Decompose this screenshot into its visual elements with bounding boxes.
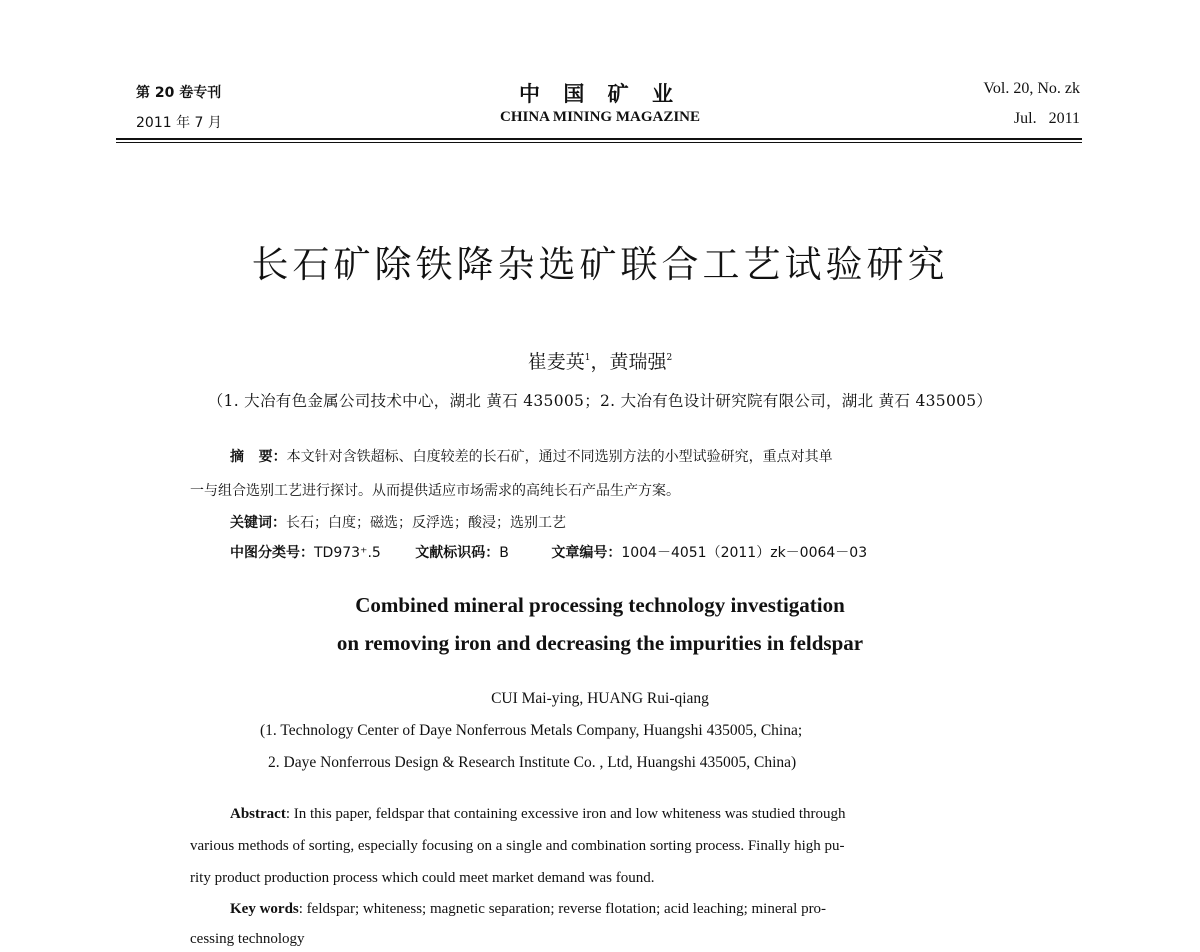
keywords-cn xyxy=(230,512,566,532)
abstract-en-label: Abstract xyxy=(230,806,286,822)
volume-issue-cn: 第 20 卷专刊 xyxy=(136,85,222,101)
keywords-cn-text: 长石；白度；磁选；反浮选；酸浸；选别工艺 xyxy=(286,515,566,531)
abstract-en-line1 xyxy=(230,806,846,823)
author-2: 黄瑞强 xyxy=(609,351,667,373)
paper-title-en-line2: on removing iron and decreasing the impurities in feldspar xyxy=(336,631,864,655)
article-no-label: 文章编号： xyxy=(551,545,622,561)
paper-title-cn: 长石矿除铁降杂选矿联合工艺试验研究 xyxy=(251,243,949,286)
authors-en: CUI Mai-ying, HUANG Rui-qiang xyxy=(491,690,709,707)
abstract-cn-label: 摘 要： xyxy=(230,449,287,465)
date-cn: 2011 年 7 月 xyxy=(136,115,222,131)
keywords-en-line2: cessing technology xyxy=(190,931,305,947)
article-no-value: 1004－4051（2011）zk－0064－03 xyxy=(621,545,868,561)
keywords-cn-label: 关键词： xyxy=(230,515,286,531)
author-2-affil: 2 xyxy=(666,353,673,363)
abstract-en-text1: : In this paper, feldspar that containing excessive iron and low whiteness was studied through xyxy=(285,806,846,822)
header-rule-thin xyxy=(116,142,1082,143)
header-rule-thick xyxy=(116,138,1082,140)
affiliation-en-line2: 2. Daye Nonferrous Design & Research Institute Co. , Ltd, Huangshi 435005, China) xyxy=(268,754,797,771)
authors-cn xyxy=(0,347,1200,374)
affiliation-cn: （1. 大冶有色金属公司技术中心，湖北 黄石 435005；2. 大冶有色设计研究院有限公司，湖北 黄石 435005） xyxy=(207,392,993,410)
journal-title-en: CHINA MINING MAGAZINE xyxy=(499,109,700,125)
author-separator: ， xyxy=(590,351,610,373)
classification-row xyxy=(230,542,867,562)
clc-label: 中图分类号： xyxy=(230,545,314,561)
abstract-cn-line1 xyxy=(230,446,833,466)
abstract-cn-line2: 一与组合选别工艺进行探讨。从而提供适应市场需求的高纯长石产品生产方案。 xyxy=(190,483,680,499)
date-en: Jul. 2011 xyxy=(1013,110,1080,127)
doc-code-label: 文献标识码： xyxy=(415,545,500,561)
abstract-cn-text1: 本文针对含铁超标、白度较差的长石矿，通过不同选别方法的小型试验研究，重点对其单 xyxy=(286,449,833,465)
abstract-en-line2: various methods of sorting, especially focusing on a single and combination sorting process. Finally high pu- xyxy=(190,838,845,854)
volume-issue-en: Vol. 20, No. zk xyxy=(983,80,1080,97)
keywords-en-text1: : feldspar; whiteness; magnetic separation; reverse flotation; acid leaching; mineral pro- xyxy=(298,901,827,917)
paper-title-en-line1: Combined mineral processing technology investigation xyxy=(355,593,845,617)
journal-title-cn: 中 国 矿 业 xyxy=(519,82,681,106)
abstract-en-line3: rity product production process which could meet market demand was found. xyxy=(190,870,655,886)
author-1-affil: 1 xyxy=(584,353,591,363)
affiliation-en-line1: (1. Technology Center of Daye Nonferrous Metals Company, Huangshi 435005, China; xyxy=(260,722,803,739)
keywords-en-line1 xyxy=(230,901,826,918)
author-1: 崔麦英 xyxy=(527,351,585,373)
keywords-en-label: Key words xyxy=(230,901,299,917)
clc-value: TD973⁺.5 xyxy=(314,545,381,561)
doc-code-value: B xyxy=(499,545,509,561)
